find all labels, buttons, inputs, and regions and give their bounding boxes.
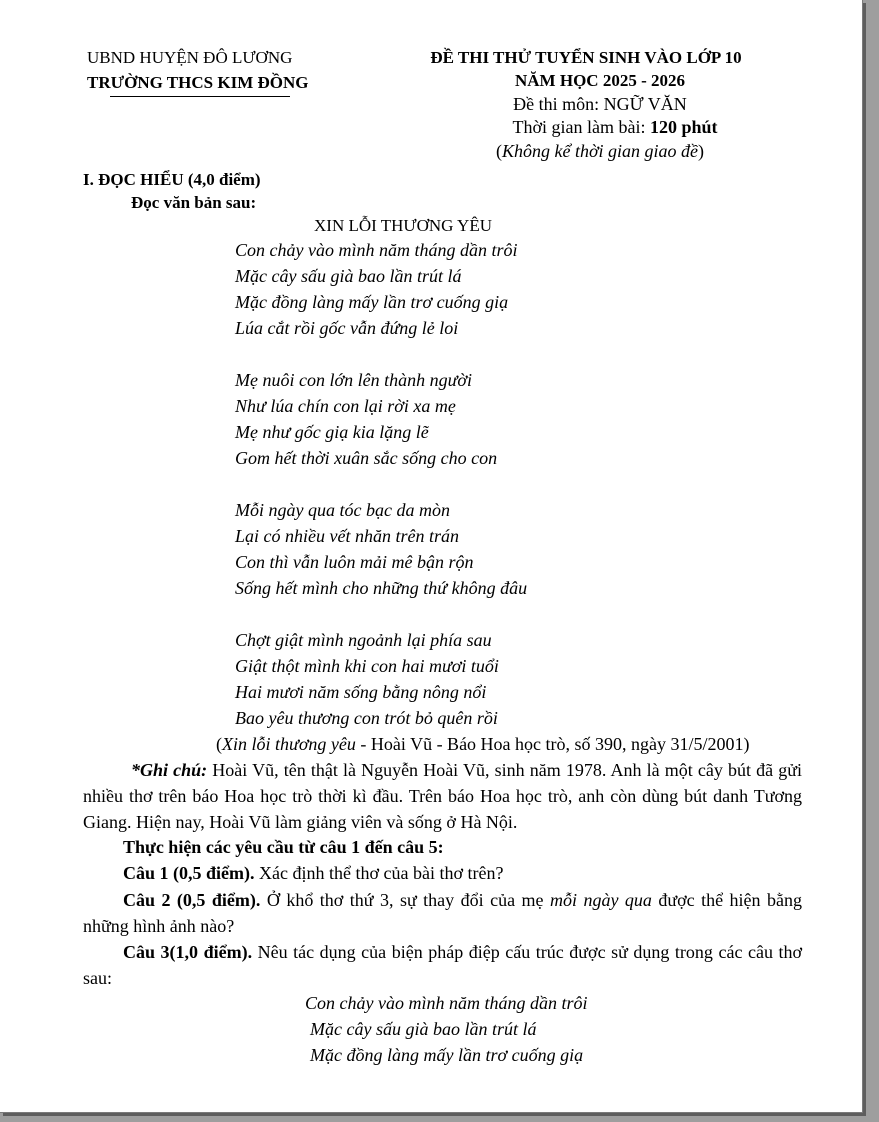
section-heading: I. ĐỌC HIỂU (4,0 điểm) <box>83 170 261 189</box>
source-title: Xin lỗi thương yêu <box>222 734 356 754</box>
poem-line: Hai mươi năm sống bằng nông nổi <box>235 682 487 702</box>
q3-text: Nêu tác dụng của biện pháp điệp cấu trúc được sử dụng trong các câu thơ sau: <box>83 942 802 988</box>
poem-line: Mẹ như gốc giạ kia lặng lẽ <box>235 422 429 442</box>
q1-label: Câu 1 (0,5 điểm). <box>123 863 255 883</box>
source-open: ( <box>216 734 222 754</box>
poem-line: Mẹ nuôi con lớn lên thành người <box>235 370 472 390</box>
poem-line: Lúa cắt rồi gốc vẫn đứng lẻ loi <box>235 318 459 338</box>
poem-title: XIN LỖI THƯƠNG YÊU <box>314 216 492 235</box>
school-name: TRƯỜNG THCS KIM ĐỒNG <box>87 73 309 92</box>
note-label: *Ghi chú: <box>131 760 208 780</box>
poem-source <box>216 733 750 756</box>
poem-line: Sống hết mình cho những thứ không đâu <box>235 578 528 598</box>
poem-line: Con thì vẫn luôn mải mê bận rộn <box>235 552 474 572</box>
exam-note <box>400 140 800 163</box>
note-body: Hoài Vũ, tên thật là Nguyễn Hoài Vũ, sinh năm 1978. Anh là một cây bút đã gửi nhiều thơ trên báo Hoa học trò thời kì đầu. Trên báo Hoa học trò, anh còn dùng bút danh Tương Giang. Hiện nay, Hoài Vũ làm giảng viên và sống ở Hà Nội. <box>83 760 803 832</box>
quote-line: Mặc cây sấu già bao lần trút lá <box>310 1019 537 1039</box>
reading-instruction: Đọc văn bản sau: <box>131 193 257 212</box>
exam-duration <box>400 116 830 139</box>
q1-text: Xác định thể thơ của bài thơ trên? <box>254 863 504 883</box>
poem-line: Con chảy vào mình năm tháng dần trôi <box>235 240 518 260</box>
time-label: Thời gian làm bài: <box>512 117 650 137</box>
subject-label: Đề thi môn: <box>513 94 604 114</box>
school-year: NĂM HỌC 2025 - 2026 <box>515 71 685 90</box>
time-value: 120 phút <box>649 117 718 137</box>
poem-line: Bao yêu thương con trót bỏ quên rồi <box>235 708 498 728</box>
task-instruction: Thực hiện các yêu cầu từ câu 1 đến câu 5: <box>123 837 444 857</box>
author-note <box>83 757 802 835</box>
poem-line: Mỗi ngày qua tóc bạc da mòn <box>235 500 450 520</box>
exam-title: ĐỀ THI THỬ TUYỂN SINH VÀO LỚP 10 <box>430 48 742 67</box>
q3-label: Câu 3(1,0 điểm). <box>123 942 253 962</box>
question-1 <box>123 862 503 885</box>
q2-italic: mỗi ngày qua <box>549 890 652 910</box>
question-3 <box>83 939 802 991</box>
poem-line: Như lúa chín con lại rời xa mẹ <box>235 396 456 416</box>
q2-text-a: Ở khổ thơ thứ 3, sự thay đổi của mẹ <box>260 890 550 910</box>
question-2 <box>83 887 802 939</box>
poem-line: Lại có nhiều vết nhăn trên trán <box>235 526 459 546</box>
poem-line: Mặc cây sấu già bao lần trút lá <box>235 266 462 286</box>
subject-value: NGỮ VĂN <box>603 94 687 114</box>
q2-text-b: được thể hiện bằng những hình ảnh nào? <box>83 890 802 936</box>
poem-line: Chợt giật mình ngoảnh lại phía sau <box>235 630 492 650</box>
note-close: ) <box>698 141 705 161</box>
note-open: ( <box>495 141 502 161</box>
poem-line: Giật thột mình khi con hai mươi tuổi <box>235 656 499 676</box>
q2-label: Câu 2 (0,5 điểm). <box>123 890 261 910</box>
quote-line: Con chảy vào mình năm tháng dần trôi <box>305 993 588 1013</box>
poem-line: Gom hết thời xuân sắc sống cho con <box>235 448 498 468</box>
source-rest: - Hoài Vũ - Báo Hoa học trò, số 390, ngày 31/5/2001) <box>355 734 750 754</box>
note-text: Không kể thời gian giao đề <box>501 141 699 161</box>
exam-subject <box>400 93 800 116</box>
district-name: UBND HUYỆN ĐÔ LƯƠNG <box>87 48 293 67</box>
quote-line: Mặc đồng làng mấy lần trơ cuống giạ <box>310 1045 584 1065</box>
poem-line: Mặc đồng làng mấy lần trơ cuống giạ <box>235 292 509 312</box>
school-underline <box>110 96 290 97</box>
